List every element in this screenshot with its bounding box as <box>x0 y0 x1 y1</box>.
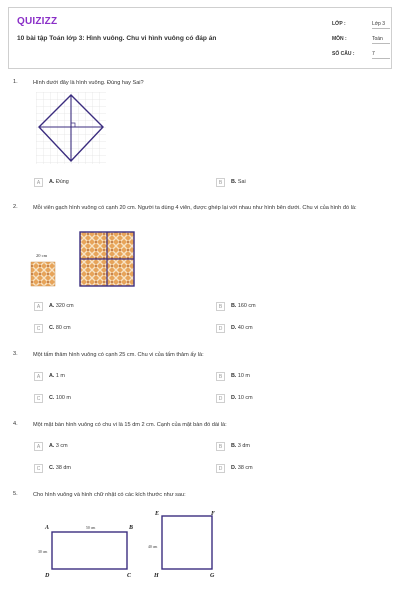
question-text: Hình dưới đây là hình vuông. Đúng hay Sai? <box>33 80 144 86</box>
option-letter-box: D <box>216 324 225 333</box>
meta-count <box>332 51 392 57</box>
vertex-a: A <box>45 525 50 531</box>
option-key: B. <box>231 179 237 185</box>
option-text: 3 dm <box>237 443 250 449</box>
tile-size-label: 20 cm <box>36 253 48 258</box>
question-number: 2. <box>13 204 18 210</box>
vertex-d: D <box>45 573 50 579</box>
option-text: 160 cm <box>237 303 256 309</box>
vertex-h: H <box>154 573 159 579</box>
question-text: Một mặt bàn hình vuông có chu vi là 15 dm 2 cm. Cạnh của mặt bàn đó dài là: <box>33 422 227 428</box>
option-text: 10 cm <box>237 395 253 401</box>
option-key: A. <box>49 443 55 449</box>
meta-subject-label: MÔN : <box>332 36 347 42</box>
option-letter-box: A <box>34 178 43 187</box>
option-key: D. <box>231 395 237 401</box>
option-letter-box: B <box>216 302 225 311</box>
option-key: B. <box>231 303 237 309</box>
question-text: Cho hình vuông và hình chữ nhật có các kích thước như sau: <box>33 492 186 498</box>
option-letter-box: A <box>34 302 43 311</box>
option-letter-box: B <box>216 178 225 187</box>
header-box <box>8 7 392 69</box>
question-text: Mỗi viên gạch hình vuông có cạnh 20 cm. Người ta dùng 4 viên, được ghép lại với nhau như hình bên dưới. Chu vi của hình đó là: <box>33 205 357 211</box>
option-letter-box: D <box>216 394 225 403</box>
option-text: 40 cm <box>237 325 253 331</box>
option-letter-box: A <box>34 442 43 451</box>
q2-tiles-figure <box>28 230 140 292</box>
option-key: D. <box>231 325 237 331</box>
option-text: 320 cm <box>55 303 74 309</box>
question-text: Một tấm thảm hình vuông có cạnh 25 cm. Chu vi của tấm thảm ấy là: <box>33 352 204 358</box>
vertex-b: B <box>129 525 134 531</box>
vertex-f: F <box>211 511 216 517</box>
option-letter-box: B <box>216 372 225 381</box>
option-letter-box: C <box>34 324 43 333</box>
option-text: 1 m <box>55 373 65 379</box>
question-number: 3. <box>13 351 18 357</box>
option-text: Đúng <box>55 179 69 185</box>
rect-top-label: 50 cm <box>86 526 96 530</box>
quizizz-logo: QUIZIZZ <box>17 16 58 27</box>
option-key: A. <box>49 373 55 379</box>
meta-subject-value: Toán <box>372 36 390 44</box>
option-text: 38 cm <box>237 465 253 471</box>
meta-count-label: SỐ CÂU : <box>332 51 355 57</box>
meta-grade <box>332 21 392 27</box>
question-number: 4. <box>13 421 18 427</box>
option-letter-box: A <box>34 372 43 381</box>
option-key: B. <box>231 443 237 449</box>
option-key: C. <box>49 395 55 401</box>
option-key: D. <box>231 465 237 471</box>
meta-count-value: 7 <box>372 51 390 59</box>
page-title: 10 bài tập Toán lớp 3: Hình vuông. Chu vi hình vuông có đáp án <box>17 35 217 42</box>
option-key: B. <box>231 373 237 379</box>
option-letter-box: C <box>34 464 43 473</box>
option-letter-box: D <box>216 464 225 473</box>
question-number: 1. <box>13 79 18 85</box>
vertex-e: E <box>155 511 160 517</box>
vertex-c: C <box>127 573 132 579</box>
vertex-g: G <box>210 573 215 579</box>
question-number: 5. <box>13 491 18 497</box>
meta-grade-value: Lớp 3 <box>372 21 390 29</box>
option-text: Sai <box>237 179 246 185</box>
option-text: 10 m <box>237 373 250 379</box>
q5-shapes-figure <box>34 506 224 582</box>
option-key: C. <box>49 465 55 471</box>
rectangle-abcd <box>52 532 127 569</box>
meta-subject <box>332 36 392 42</box>
single-tile <box>31 262 55 286</box>
square-side-label: 40 cm <box>148 545 158 549</box>
option-text: 100 m <box>55 395 71 401</box>
option-text: 3 cm <box>55 443 68 449</box>
option-key: A. <box>49 179 55 185</box>
option-text: 80 cm <box>55 325 71 331</box>
meta-grade-label: LỚP : <box>332 21 346 27</box>
option-key: C. <box>49 325 55 331</box>
option-text: 38 dm <box>55 465 71 471</box>
square-efgh <box>162 516 212 569</box>
q1-diamond-figure <box>36 92 106 164</box>
option-key: A. <box>49 303 55 309</box>
option-letter-box: B <box>216 442 225 451</box>
option-letter-box: C <box>34 394 43 403</box>
rect-side-label: 30 cm <box>38 550 48 554</box>
